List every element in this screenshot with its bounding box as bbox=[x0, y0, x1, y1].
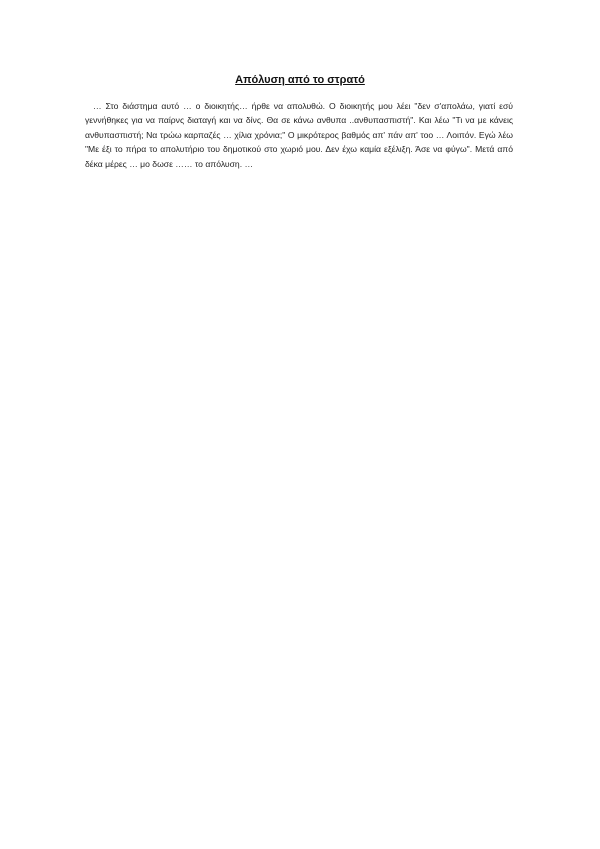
document-body-paragraph: … Στο διάστημα αυτό … ο διοικητής… ήρθε να απολυθώ. Ο διοικητής μου λέει "δεν σ'απολάω, γιατί εσύ γεννήθηκες για να παίρνς διαταγή και να δίνς. Θα σε κάνω ανθυπα ..ανθυπασπιστή". Και λέω "Τι να με κάνεις ανθυπασπιστή; Να τρώω καρπαζές … χίλια χρόνια;" Ο μικρότερος βαθμός απ' πάν απ' τοο … Λοιπόν. Εγώ λέω "Με έξι το πήρα το απολυτήριο του δημοτικού στο χωριό μου. Δεν έχω καμία εξέλιξη. Άσε να φύγω". Μετά από δέκα μέρες … μο δωσε …… το απόλυση. … bbox=[85, 101, 513, 169]
document-title: Απόλυση από το στρατό bbox=[235, 74, 365, 86]
